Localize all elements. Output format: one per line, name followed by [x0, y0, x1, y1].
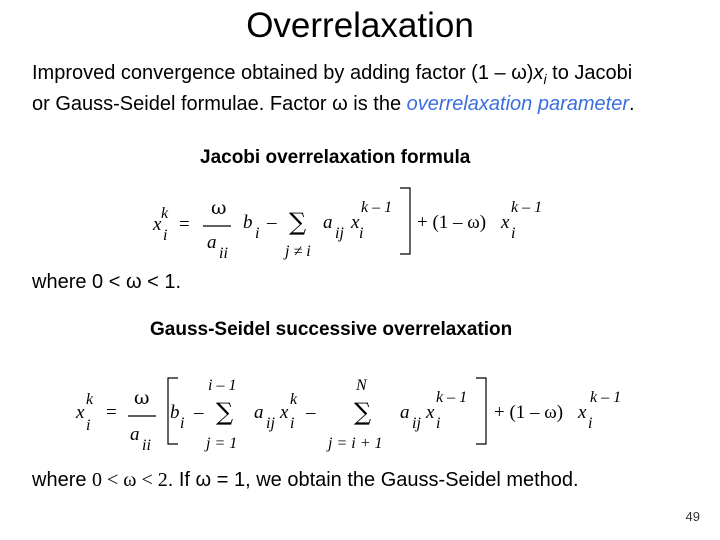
slide-title: Overrelaxation — [246, 6, 474, 45]
gf-ij: ij — [266, 415, 275, 432]
gf-x-j: x — [280, 402, 289, 423]
jf-x-last: x — [501, 212, 510, 233]
gf-i: i — [86, 417, 91, 434]
gf-x-last-sub: i — [588, 415, 593, 432]
jacobi-heading: Jacobi overrelaxation formula — [200, 147, 471, 168]
gf-plus-term: + (1 – ω) — [494, 402, 564, 423]
gf-k: k — [86, 391, 94, 408]
gf-omega: ω — [134, 387, 150, 409]
jf-b: b — [243, 212, 253, 233]
jf-a: a — [207, 232, 217, 253]
gf-a: a — [130, 424, 140, 445]
intro-line-1 — [32, 62, 632, 87]
jf-sum: ∑ — [289, 208, 307, 236]
intro-line-1-text: Improved convergence obtained by adding factor (1 – ω) — [32, 62, 534, 84]
intro-line-1-end: to Jacobi — [546, 62, 633, 84]
jf-a-ij: a — [323, 212, 333, 233]
gf-right-bracket — [476, 378, 486, 444]
gf-x-j-2-sub: i — [436, 415, 441, 432]
gf-sum-1: ∑ — [216, 398, 234, 426]
intro-line-2-text: or Gauss-Seidel formulae. Factor ω is the — [32, 93, 407, 115]
intro-line-2 — [32, 93, 635, 116]
omega-range-jacobi: where 0 < ω < 1. — [32, 271, 182, 293]
gf-k-2: k — [290, 391, 298, 408]
where2-condition: 0 < ω < 2 — [92, 469, 168, 491]
gf-x-last: x — [578, 402, 587, 423]
gf-upper-1: i – 1 — [208, 377, 237, 394]
gf-b-i: i — [180, 415, 185, 432]
jf-b-i: i — [255, 225, 260, 242]
gf-x-j-sub: i — [290, 415, 295, 432]
jf-x: x — [153, 214, 162, 235]
jf-k: k — [161, 205, 169, 222]
gf-ii: ii — [142, 437, 151, 454]
jf-x-last-sub: i — [511, 225, 516, 242]
gf-minus-1: – — [194, 402, 204, 423]
jf-k-minus-1-last: k – 1 — [511, 199, 543, 216]
gf-minus-2: – — [306, 402, 316, 423]
intro-variable: x — [533, 62, 544, 84]
gf-upper-2: N — [356, 377, 367, 394]
gf-x-j-2: x — [426, 402, 435, 423]
jf-ij: ij — [335, 225, 344, 242]
gauss-seidel-heading: Gauss-Seidel successive overrelaxation — [150, 319, 513, 340]
gf-sum-2: ∑ — [354, 398, 372, 426]
gf-lower-1: j = 1 — [206, 435, 238, 452]
where2-prefix: where — [32, 469, 93, 491]
jacobi-formula — [145, 182, 575, 267]
where2-suffix: . If ω = 1, we obtain the Gauss-Seidel method. — [167, 469, 579, 491]
gf-k-minus-1: k – 1 — [436, 389, 468, 406]
jf-plus-term: + (1 – ω) — [417, 212, 487, 233]
jf-j-ne-i: j ≠ i — [285, 243, 311, 260]
gf-x: x — [76, 402, 85, 423]
gf-a-ij: a — [254, 402, 264, 423]
jf-ii: ii — [219, 245, 228, 262]
intro-subscript: i — [543, 71, 547, 87]
jf-equals: = — [179, 214, 190, 235]
omega-range-gauss-seidel — [32, 469, 579, 492]
page-number: 49 — [685, 509, 700, 524]
jf-i: i — [163, 227, 168, 244]
gauss-seidel-formula — [70, 372, 660, 464]
gf-a-ij-2: a — [400, 402, 410, 423]
jf-k-minus-1: k – 1 — [361, 199, 393, 216]
jf-x-j: x — [351, 212, 360, 233]
jf-omega: ω — [211, 197, 227, 219]
gf-ij-2: ij — [412, 415, 421, 432]
jf-minus: – — [267, 212, 277, 233]
overrelaxation-parameter-term: overrelaxation parameter — [406, 93, 629, 115]
jf-x-j-sub: i — [359, 225, 364, 242]
gf-k-minus-1-last: k – 1 — [590, 389, 622, 406]
gf-b: b — [170, 402, 180, 423]
intro-line-2-end: . — [629, 93, 635, 115]
gf-equals: = — [106, 402, 117, 423]
jf-bracket — [400, 188, 410, 254]
gf-lower-2: j = i + 1 — [328, 435, 383, 452]
